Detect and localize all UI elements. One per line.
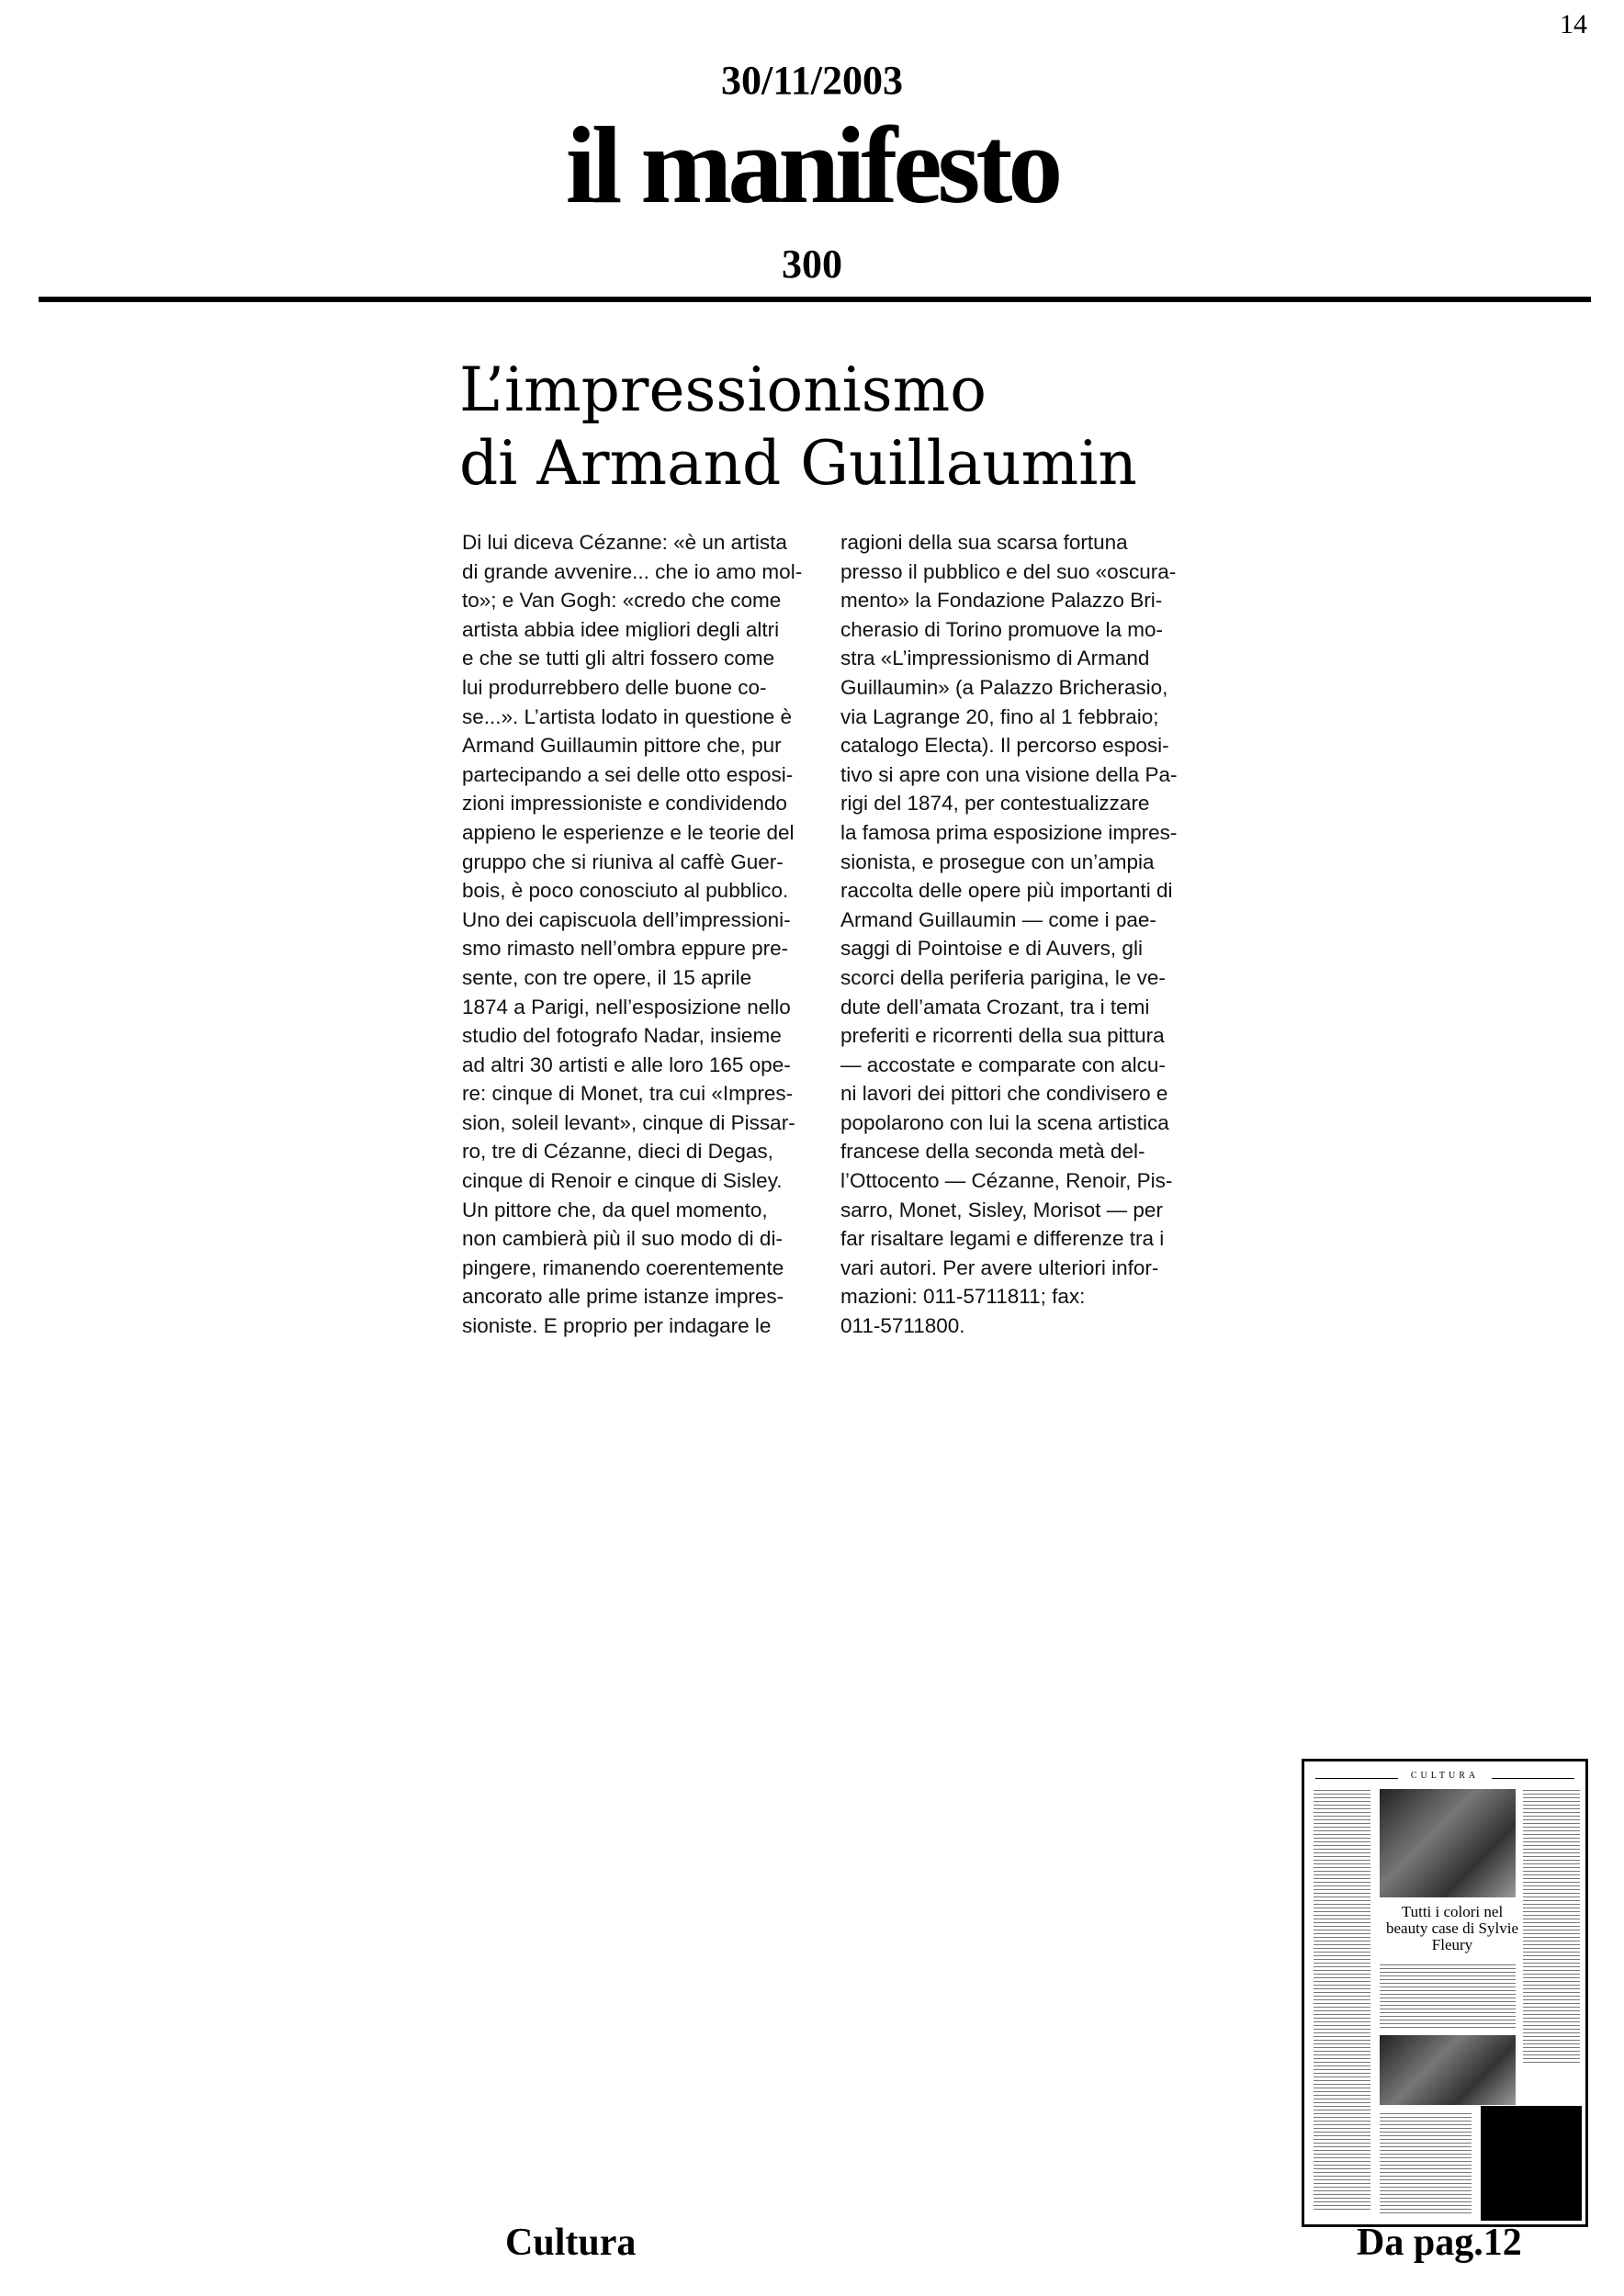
thumb-section-header: CULTURA	[1410, 1771, 1480, 1781]
newspaper-name: il manifesto	[565, 104, 1059, 226]
article-headline	[459, 354, 1378, 501]
article-line: Guillaumin» (a Palazzo Bricherasio,	[840, 675, 1168, 699]
article-line: lui produrrebbero delle buone co-	[462, 675, 767, 699]
article-line: presso il pubblico e del suo «oscura-	[840, 559, 1177, 583]
article-line: popolarono con lui la scena artistica	[840, 1110, 1169, 1134]
article-line: ad altri 30 artisti e alle loro 165 ope-	[462, 1052, 791, 1076]
article-line: non cambierà più il suo modo di di-	[462, 1227, 783, 1251]
thumb-photo-top	[1380, 1789, 1516, 1897]
article-line: 011-5711800.	[840, 1314, 965, 1338]
article-line: via Lagrange 20, fino al 1 febbraio;	[840, 704, 1159, 728]
article-line: tivo si apre con una visione della Pa-	[840, 762, 1178, 786]
issue-number: 300	[782, 242, 842, 287]
article-line: pingere, rimanendo coerentemente	[462, 1255, 784, 1279]
headline-line-2: di Armand Guillaumin	[459, 428, 1137, 499]
article-line: raccolta delle opere più importanti di	[840, 879, 1173, 903]
article-line: ni lavori dei pittori che condivisero e	[840, 1082, 1168, 1106]
thumb-black-box	[1481, 2106, 1582, 2221]
footer-source-page: Da pag.12	[1357, 2222, 1522, 2264]
article-line: catalogo Electa). Il percorso esposi-	[840, 734, 1169, 758]
article-line: di grande avvenire... che io amo mol-	[462, 559, 803, 583]
thumb-photo-bottom	[1380, 2035, 1516, 2105]
article-line: bois, è poco conosciuto al pubblico.	[462, 879, 789, 903]
article-line: e che se tutti gli altri fossero come	[462, 647, 775, 670]
page-thumbnail	[1302, 1759, 1588, 2227]
article-line: smo rimasto nell’ombra eppure pre-	[462, 937, 789, 961]
article-line: la famosa prima esposizione impres-	[840, 820, 1178, 844]
article-line: Armand Guillaumin pittore che, pur	[462, 734, 782, 758]
article-column-left	[462, 528, 843, 1341]
masthead-rule	[39, 297, 1591, 302]
article-line: gruppo che si riuniva al caffè Guer-	[462, 850, 784, 873]
article-line: Un pittore che, da quel momento,	[462, 1198, 768, 1221]
article-line: dute dell’amata Crozant, tra i temi	[840, 995, 1150, 1019]
article-line: Uno dei capiscuola dell’impressioni-	[462, 907, 791, 931]
article-line: sarro, Monet, Sisley, Morisot — per	[840, 1198, 1163, 1221]
article-line: vari autori. Per avere ulteriori infor-	[840, 1255, 1159, 1279]
article-line: Armand Guillaumin — come i pae-	[840, 907, 1156, 931]
article-line: far risaltare legami e differenze tra i	[840, 1227, 1165, 1251]
thumb-text-column-right	[1523, 1787, 1580, 2063]
publication-date: 30/11/2003	[720, 58, 904, 103]
article-column-right	[840, 528, 1222, 1341]
article-line: re: cinque di Monet, tra cui «Impres-	[462, 1082, 794, 1106]
page-number: 14	[1560, 9, 1587, 39]
article-line: sion, soleil levant», cinque di Pissar-	[462, 1110, 795, 1134]
article-line: ancorato alle prime istanze impres-	[462, 1285, 784, 1309]
article-line: ragioni della sua scarsa fortuna	[840, 531, 1128, 554]
article-line: appieno le esperienze e le teorie del	[462, 820, 795, 844]
thumb-text-block-middle	[1380, 1964, 1516, 2028]
article-line: mento» la Fondazione Palazzo Bri-	[840, 589, 1163, 613]
article-line: 1874 a Parigi, nell’esposizione nello	[462, 995, 791, 1019]
article-line: mazioni: 011-5711811; fax:	[840, 1285, 1086, 1309]
thumb-text-block-bottom	[1380, 2112, 1472, 2213]
headline-line-1: L’impressionismo	[459, 355, 987, 425]
article-line: zioni impressioniste e condividendo	[462, 792, 787, 816]
article-line: rigi del 1874, per contestualizzare	[840, 792, 1150, 816]
article-line: francese della seconda metà del-	[840, 1140, 1145, 1164]
article-line: — accostate e comparate con alcu-	[840, 1052, 1166, 1076]
article-line: ro, tre di Cézanne, dieci di Degas,	[462, 1140, 773, 1164]
thumb-caption: Tutti i colori nel beauty case di Sylvie Fleury	[1386, 1903, 1518, 1953]
article-line: partecipando a sei delle otto esposi-	[462, 762, 794, 786]
article-line: scorci della periferia parigina, le ve-	[840, 965, 1166, 989]
article-line: sente, con tre opere, il 15 aprile	[462, 965, 752, 989]
article-line: artista abbia idee migliori degli altri	[462, 617, 780, 641]
thumb-header-rule-right	[1492, 1778, 1574, 1779]
article-line: l’Ottocento — Cézanne, Renoir, Pis-	[840, 1169, 1173, 1193]
article-line: preferiti e ricorrenti della sua pittura	[840, 1024, 1165, 1048]
article-line: cinque di Renoir e cinque di Sisley.	[462, 1169, 783, 1193]
article-line: to»; e Van Gogh: «credo che come	[462, 589, 782, 613]
article-line: stra «L’impressionismo di Armand	[840, 647, 1150, 670]
article-line: Di lui diceva Cézanne: «è un artista	[462, 531, 787, 554]
footer-section-label: Cultura	[505, 2222, 637, 2264]
article-line: sioniste. E proprio per indagare le	[462, 1314, 772, 1338]
article-line: studio del fotografo Nadar, insieme	[462, 1024, 782, 1048]
article-line: cherasio di Torino promuove la mo-	[840, 617, 1164, 641]
article-line: se...». L’artista lodato in questione è	[462, 704, 792, 728]
article-line: saggi di Pointoise e di Auvers, gli	[840, 937, 1143, 961]
thumb-text-column-left	[1314, 1787, 1370, 2210]
article-line: sionista, e prosegue con un’ampia	[840, 850, 1155, 873]
